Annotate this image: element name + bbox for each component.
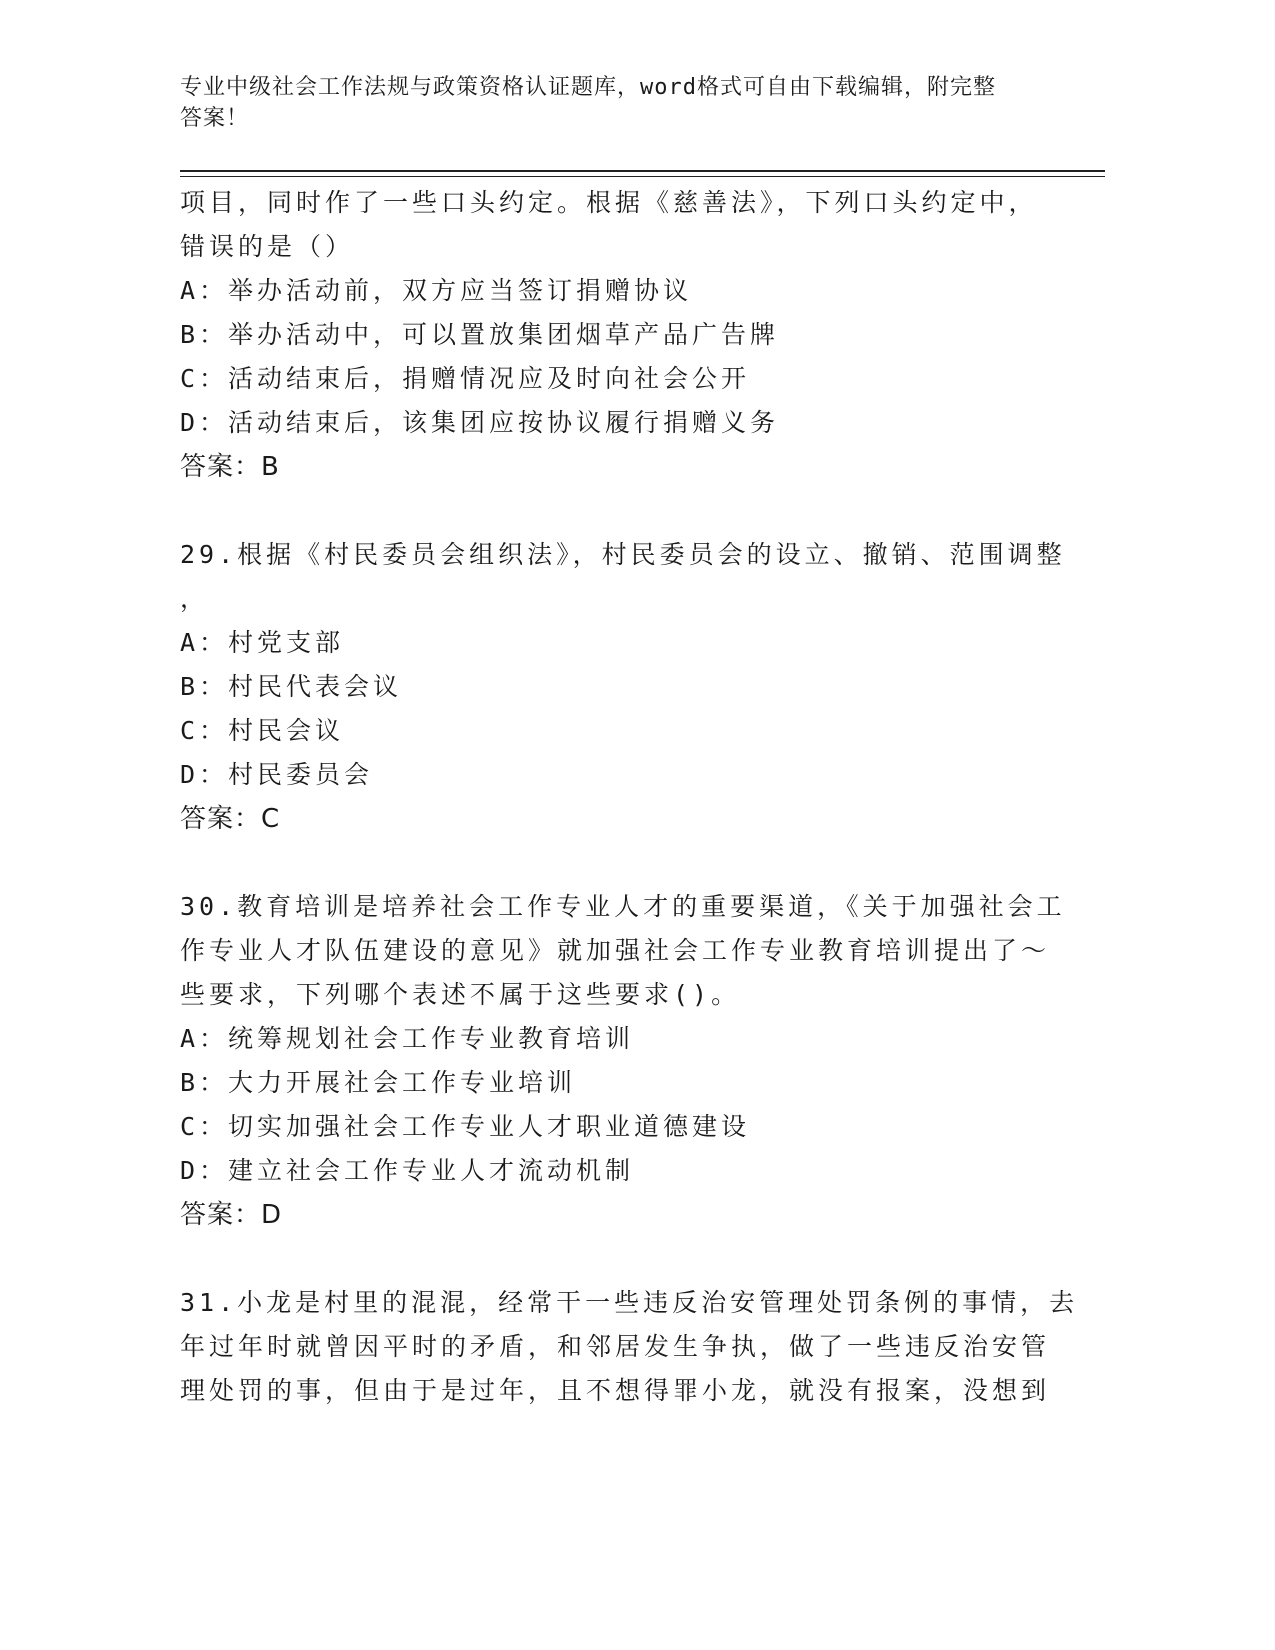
question-stem-line: 30.教育培训是培养社会工作专业人才的重要渠道，《关于加强社会工 — [180, 892, 1066, 921]
option-a: A：举办活动前，双方应当签订捐赠协议 — [180, 276, 693, 305]
question-stem-line: 31.小龙是村里的混混，经常干一些违反治安管理处罚条例的事情，去 — [180, 1288, 1079, 1317]
header-divider-thick — [180, 170, 1105, 172]
question-30 — [180, 885, 1080, 1237]
question-stem-line: 作专业人才队伍建设的意见》就加强社会工作专业教育培训提出了～ — [180, 936, 1051, 965]
answer-line: 答案：D — [180, 1200, 283, 1230]
option-d: D：建立社会工作专业人才流动机制 — [180, 1156, 635, 1185]
option-a: A：统筹规划社会工作专业教育培训 — [180, 1024, 635, 1053]
question-stem-line: 29.根据《村民委员会组织法》，村民委员会的设立、撤销、范围调整 — [180, 540, 1066, 569]
question-stem-line: 理处罚的事，但由于是过年，且不想得罪小龙，就没有报案，没想到 — [180, 1376, 1051, 1405]
option-a: A：村党支部 — [180, 628, 345, 657]
answer-line: 答案：C — [180, 804, 281, 834]
question-31 — [180, 1281, 1080, 1413]
spacer — [180, 489, 1080, 533]
option-c: C：切实加强社会工作专业人才职业道德建设 — [180, 1112, 751, 1141]
option-d: D：活动结束后，该集团应按协议履行捐赠义务 — [180, 408, 780, 437]
option-d: D：村民委员会 — [180, 760, 374, 789]
question-stem-line: ， — [180, 584, 210, 613]
header-title-line-1: 专业中级社会工作法规与政策资格认证题库，word格式可自由下载编辑，附完整 — [180, 75, 996, 100]
question-list — [180, 181, 1080, 1413]
question-stem-line: 年过年时就曾因平时的矛盾，和邻居发生争执，做了一些违反治安管 — [180, 1332, 1051, 1361]
spacer — [180, 841, 1080, 885]
option-b: B：举办活动中，可以置放集团烟草产品广告牌 — [180, 320, 780, 349]
header-title-line-2: 答案！ — [180, 106, 250, 131]
option-c: C：活动结束后，捐赠情况应及时向社会公开 — [180, 364, 751, 393]
question-stem-line: 项目，同时作了一些口头约定。根据《慈善法》，下列口头约定中， — [180, 188, 1038, 217]
header-divider-thin — [180, 176, 1105, 177]
question-stem-line: 错误的是（） — [180, 232, 355, 261]
question-29 — [180, 533, 1080, 841]
answer-line: 答案：B — [180, 452, 280, 482]
option-b: B：村民代表会议 — [180, 672, 403, 701]
option-c: C：村民会议 — [180, 716, 345, 745]
page-header — [180, 72, 1040, 134]
question-28 — [180, 181, 1080, 489]
option-b: B：大力开展社会工作专业培训 — [180, 1068, 577, 1097]
question-stem-line: 些要求，下列哪个表述不属于这些要求()。 — [180, 980, 741, 1009]
spacer — [180, 1237, 1080, 1281]
